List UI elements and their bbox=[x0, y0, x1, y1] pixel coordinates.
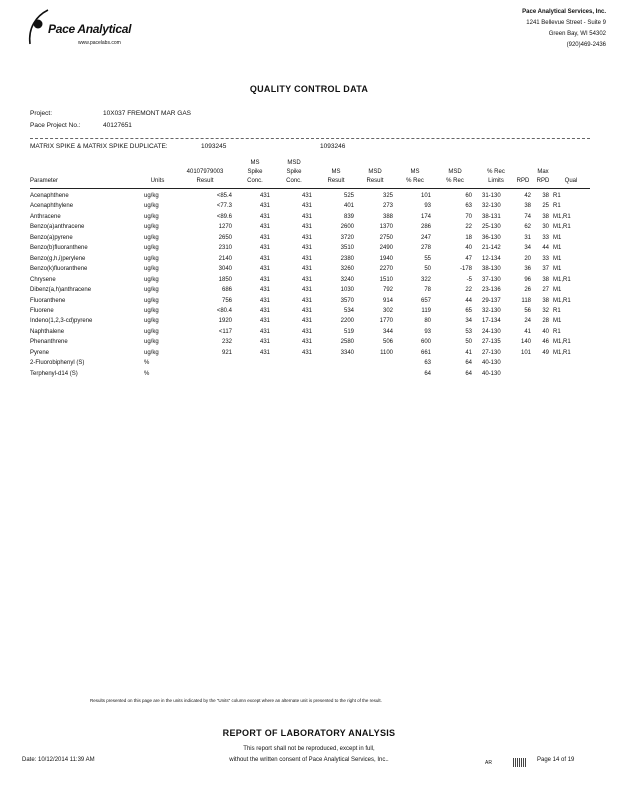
cell-rpd: 42 bbox=[524, 193, 531, 199]
cell-msd-result: 914 bbox=[382, 297, 393, 304]
report-date: Date: 10/12/2014 11:39 AM bbox=[22, 757, 95, 763]
cell-ms-spike: 431 bbox=[259, 224, 270, 231]
col-msd-result: MSD Result bbox=[366, 169, 384, 184]
cell-ms-rec: 286 bbox=[420, 224, 431, 231]
cell-ms-rec: 322 bbox=[420, 276, 431, 283]
cell-msd-result: 273 bbox=[382, 203, 393, 210]
cell-qual: M1,R1 bbox=[553, 297, 571, 304]
cell-param: Phenanthrene bbox=[30, 339, 68, 346]
cell-ms-result: 3240 bbox=[340, 276, 354, 283]
cell-units: ug/kg bbox=[144, 203, 159, 210]
cell-msd-result: 344 bbox=[382, 328, 393, 335]
cell-ms-result: 401 bbox=[343, 203, 354, 210]
footnote: Results presented on this page are in the units indicated by the "Units" column except where an alternate unit is presented to the right of the result. bbox=[90, 698, 382, 703]
cell-limits: 17-134 bbox=[482, 318, 501, 325]
cell-msd-rec: 64 bbox=[465, 360, 472, 367]
cell-ms-spike: 431 bbox=[259, 307, 270, 314]
cell-msd-rec: 18 bbox=[465, 234, 472, 241]
cell-qual: M1 bbox=[553, 287, 562, 294]
cell-rpd: 24 bbox=[524, 318, 531, 325]
cell-limits: 40-130 bbox=[482, 360, 501, 367]
cell-rpd: 56 bbox=[524, 307, 531, 314]
cell-units: % bbox=[144, 370, 150, 377]
cell-ms-rec: 247 bbox=[420, 234, 431, 241]
cell-qual: M1 bbox=[553, 245, 562, 252]
cell-ms-rec: 657 bbox=[420, 297, 431, 304]
cell-rpd: 62 bbox=[524, 224, 531, 231]
cell-rpd: 31 bbox=[524, 234, 531, 241]
cell-units: ug/kg bbox=[144, 349, 159, 356]
cell-ms-rec: 174 bbox=[420, 213, 431, 220]
cell-msd-rec: 41 bbox=[465, 349, 472, 356]
msd-id-1: 1093245 bbox=[201, 143, 227, 150]
cell-msd-result: 1940 bbox=[379, 255, 393, 262]
cell-units: ug/kg bbox=[144, 213, 159, 220]
cell-ms-spike: 431 bbox=[259, 245, 270, 252]
cell-max: 27 bbox=[542, 287, 549, 294]
cell-msd-rec: 64 bbox=[465, 370, 472, 377]
cell-limits: 32-130 bbox=[482, 307, 501, 314]
col-limits: % Rec Limits bbox=[487, 169, 505, 184]
cell-param: Benzo(a)pyrene bbox=[30, 234, 73, 241]
cell-ms-rec: 55 bbox=[424, 255, 431, 262]
page-title: QUALITY CONTROL DATA bbox=[249, 84, 369, 94]
report-title: REPORT OF LABORATORY ANALYSIS bbox=[222, 728, 396, 738]
cell-ms-result: 2580 bbox=[340, 339, 354, 346]
cell-rpd: 74 bbox=[524, 213, 531, 220]
cell-msd-spike: 431 bbox=[301, 213, 312, 220]
col-ms-rec: MS % Rec bbox=[406, 169, 424, 184]
cell-rpd: 26 bbox=[524, 287, 531, 294]
cell-result: 756 bbox=[221, 297, 232, 304]
cell-msd-result: 1770 bbox=[379, 318, 393, 325]
cell-result: 3040 bbox=[218, 266, 232, 273]
cell-units: ug/kg bbox=[144, 328, 159, 335]
divider bbox=[30, 138, 590, 139]
cell-msd-rec: 50 bbox=[465, 339, 472, 346]
cell-ms-spike: 431 bbox=[259, 318, 270, 325]
cell-limits: 31-130 bbox=[482, 193, 501, 199]
cell-msd-spike: 431 bbox=[301, 328, 312, 335]
cell-rpd: 20 bbox=[524, 255, 531, 262]
cell-msd-result: 1370 bbox=[379, 224, 393, 231]
cell-param: Naphthalene bbox=[30, 328, 65, 335]
cell-msd-spike: 431 bbox=[301, 297, 312, 304]
cell-limits: 40-130 bbox=[482, 370, 501, 377]
cell-msd-result: 388 bbox=[382, 213, 393, 220]
col-max-rpd: Max RPD bbox=[536, 169, 550, 184]
cell-qual: M1,R1 bbox=[553, 276, 571, 283]
cell-msd-spike: 431 bbox=[301, 287, 312, 294]
cell-rpd: 38 bbox=[524, 203, 531, 210]
cell-msd-result: 2750 bbox=[379, 234, 393, 241]
cell-ms-spike: 431 bbox=[259, 287, 270, 294]
cell-result: 921 bbox=[221, 349, 232, 356]
col-msd-rec: MSD % Rec bbox=[446, 169, 464, 184]
col-ms-spike: MS Spike Conc. bbox=[247, 160, 263, 184]
cell-qual: R1 bbox=[553, 193, 561, 199]
cell-qual: R1 bbox=[553, 307, 561, 314]
cell-rpd: 118 bbox=[521, 297, 531, 304]
cell-msd-result: 2490 bbox=[379, 245, 393, 252]
cell-result: 1920 bbox=[218, 318, 232, 325]
cell-ms-result: 3510 bbox=[340, 245, 354, 252]
footer-initials: AR bbox=[485, 760, 492, 766]
cell-limits: 12-134 bbox=[482, 255, 501, 262]
cell-msd-rec: -178 bbox=[459, 266, 472, 273]
cell-msd-rec: 70 bbox=[465, 213, 472, 220]
barcode-icon bbox=[513, 758, 527, 767]
company-name: Pace Analytical Services, Inc. bbox=[522, 9, 606, 15]
cell-max: 40 bbox=[542, 328, 549, 335]
cell-rpd: 96 bbox=[524, 276, 531, 283]
cell-qual: M1 bbox=[553, 255, 562, 262]
cell-msd-spike: 431 bbox=[301, 307, 312, 314]
cell-qual: M1,R1 bbox=[553, 339, 571, 346]
cell-ms-spike: 431 bbox=[259, 234, 270, 241]
company-phone: (920)469-2436 bbox=[566, 42, 606, 48]
cell-limits: 27-135 bbox=[482, 339, 501, 346]
cell-max: 33 bbox=[542, 255, 549, 262]
company-street: 1241 Bellevue Street - Suite 9 bbox=[526, 20, 606, 26]
cell-result: <77.3 bbox=[216, 203, 232, 210]
cell-units: ug/kg bbox=[144, 307, 159, 314]
cell-msd-rec: 53 bbox=[465, 328, 472, 335]
cell-rpd: 34 bbox=[524, 245, 531, 252]
cell-limits: 27-130 bbox=[482, 349, 501, 356]
cell-ms-spike: 431 bbox=[259, 266, 270, 273]
cell-msd-result: 1100 bbox=[380, 349, 393, 356]
cell-units: ug/kg bbox=[144, 297, 159, 304]
cell-ms-result: 1030 bbox=[340, 287, 354, 294]
cell-units: % bbox=[144, 360, 150, 367]
cell-max: 38 bbox=[542, 276, 549, 283]
cell-limits: 29-137 bbox=[482, 297, 501, 304]
cell-msd-spike: 431 bbox=[301, 234, 312, 241]
cell-param: Acenaphthylene bbox=[30, 203, 74, 210]
cell-msd-rec: 60 bbox=[465, 193, 472, 199]
cell-msd-spike: 431 bbox=[301, 318, 312, 325]
cell-msd-spike: 431 bbox=[301, 203, 312, 210]
cell-ms-rec: 63 bbox=[424, 360, 431, 367]
cell-ms-rec: 50 bbox=[424, 266, 431, 273]
cell-msd-spike: 431 bbox=[301, 193, 312, 199]
cell-param: Chrysene bbox=[30, 276, 56, 283]
cell-limits: 32-130 bbox=[482, 203, 501, 210]
cell-msd-spike: 431 bbox=[301, 276, 312, 283]
cell-param: Pyrene bbox=[30, 349, 50, 356]
cell-msd-spike: 431 bbox=[301, 224, 312, 231]
cell-param: Dibenz(a,h)anthracene bbox=[30, 287, 92, 294]
cell-max: 46 bbox=[542, 339, 549, 346]
cell-max: 38 bbox=[542, 297, 549, 304]
cell-max: 49 bbox=[542, 349, 549, 356]
cell-limits: 37-130 bbox=[482, 276, 501, 283]
cell-msd-rec: 63 bbox=[465, 203, 472, 210]
cell-ms-spike: 431 bbox=[259, 297, 270, 304]
cell-result: <89.6 bbox=[216, 213, 232, 220]
cell-limits: 24-130 bbox=[482, 328, 501, 335]
cell-param: Fluoranthene bbox=[30, 297, 66, 304]
logo-text: Pace Analytical bbox=[48, 22, 132, 36]
cell-param: Indeno(1,2,3-cd)pyrene bbox=[30, 318, 93, 325]
cell-result: <85.4 bbox=[216, 193, 232, 199]
cell-ms-rec: 80 bbox=[424, 318, 431, 325]
cell-ms-result: 3570 bbox=[340, 297, 354, 304]
cell-ms-spike: 431 bbox=[259, 203, 270, 210]
cell-param: Benzo(g,h,i)perylene bbox=[30, 255, 86, 262]
cell-result: 232 bbox=[221, 339, 232, 346]
footer-line-1: This report shall not be reproduced, except in full, bbox=[243, 746, 375, 752]
col-qual: Qual bbox=[564, 178, 578, 184]
header-rule bbox=[30, 188, 590, 189]
cell-msd-rec: 22 bbox=[465, 287, 472, 294]
cell-ms-spike: 431 bbox=[259, 349, 270, 356]
cell-result: 1270 bbox=[218, 224, 232, 231]
cell-qual: R1 bbox=[553, 203, 561, 210]
cell-ms-result: 3340 bbox=[340, 349, 354, 356]
cell-qual: M1,R1 bbox=[553, 349, 571, 356]
cell-max: 44 bbox=[542, 245, 549, 252]
cell-msd-rec: 47 bbox=[465, 255, 472, 262]
col-parameter: Parameter bbox=[30, 178, 59, 184]
cell-qual: M1,R1 bbox=[553, 213, 571, 220]
cell-units: ug/kg bbox=[144, 266, 159, 273]
cell-units: ug/kg bbox=[144, 276, 159, 283]
cell-result: 2650 bbox=[218, 234, 232, 241]
cell-ms-rec: 93 bbox=[424, 203, 431, 210]
cell-ms-spike: 431 bbox=[259, 255, 270, 262]
cell-msd-result: 1510 bbox=[379, 276, 393, 283]
pace-project-value: 40127651 bbox=[103, 122, 132, 129]
cell-units: ug/kg bbox=[144, 224, 159, 231]
cell-limits: 38-130 bbox=[482, 266, 501, 273]
cell-qual: M1 bbox=[553, 318, 562, 325]
cell-param: Benzo(b)fluoranthene bbox=[30, 245, 88, 252]
cell-max: 28 bbox=[542, 318, 549, 325]
cell-qual: M1 bbox=[553, 266, 562, 273]
cell-result: 2310 bbox=[218, 245, 232, 252]
cell-units: ug/kg bbox=[144, 234, 159, 241]
cell-ms-spike: 431 bbox=[259, 328, 270, 335]
cell-max: 25 bbox=[542, 203, 549, 210]
cell-msd-result: 2270 bbox=[379, 266, 393, 273]
cell-ms-spike: 431 bbox=[259, 276, 270, 283]
company-city: Green Bay, WI 54302 bbox=[548, 31, 606, 37]
cell-msd-result: 302 bbox=[382, 307, 393, 314]
cell-ms-result: 2600 bbox=[340, 224, 354, 231]
cell-ms-result: 3720 bbox=[340, 234, 354, 241]
cell-msd-rec: 40 bbox=[465, 245, 472, 252]
cell-msd-rec: 22 bbox=[465, 224, 472, 231]
cell-rpd: 36 bbox=[524, 266, 531, 273]
cell-units: ug/kg bbox=[144, 255, 159, 262]
cell-msd-result: 325 bbox=[382, 193, 393, 199]
cell-msd-rec: 65 bbox=[465, 307, 472, 314]
cell-result: <117 bbox=[218, 328, 232, 335]
cell-param: 2-Fluorobiphenyl (S) bbox=[30, 360, 85, 367]
cell-msd-spike: 431 bbox=[301, 339, 312, 346]
cell-msd-spike: 431 bbox=[301, 266, 312, 273]
cell-ms-rec: 600 bbox=[420, 339, 431, 346]
cell-param: Benzo(k)fluoranthene bbox=[30, 266, 88, 273]
cell-ms-result: 534 bbox=[343, 307, 354, 314]
cell-qual: M1,R1 bbox=[553, 224, 571, 231]
cell-ms-result: 3260 bbox=[340, 266, 354, 273]
cell-qual: R1 bbox=[553, 328, 561, 335]
cell-ms-result: 525 bbox=[343, 193, 354, 199]
cell-ms-spike: 431 bbox=[259, 339, 270, 346]
col-units: Units bbox=[150, 178, 165, 184]
cell-limits: 21-142 bbox=[482, 245, 501, 252]
cell-max: 37 bbox=[542, 266, 549, 273]
cell-msd-spike: 431 bbox=[301, 245, 312, 252]
cell-max: 30 bbox=[542, 224, 549, 231]
cell-msd-result: 792 bbox=[382, 287, 393, 294]
cell-msd-rec: 44 bbox=[465, 297, 472, 304]
cell-ms-spike: 431 bbox=[259, 213, 270, 220]
cell-units: ug/kg bbox=[144, 318, 159, 325]
footer-line-2: without the written consent of Pace Analytical Services, Inc.. bbox=[229, 757, 389, 763]
cell-result: <80.4 bbox=[216, 307, 232, 314]
cell-units: ug/kg bbox=[144, 339, 159, 346]
cell-rpd: 140 bbox=[520, 339, 531, 346]
cell-limits: 36-130 bbox=[482, 234, 501, 241]
cell-ms-rec: 93 bbox=[424, 328, 431, 335]
cell-ms-result: 839 bbox=[343, 213, 354, 220]
cell-result: 2140 bbox=[218, 255, 232, 262]
cell-ms-result: 2380 bbox=[340, 255, 354, 262]
cell-limits: 38-131 bbox=[482, 213, 501, 220]
cell-msd-spike: 431 bbox=[301, 255, 312, 262]
cell-param: Fluorene bbox=[30, 307, 54, 314]
col-rpd: RPD bbox=[516, 178, 530, 184]
cell-ms-rec: 661 bbox=[420, 349, 431, 356]
cell-ms-rec: 278 bbox=[420, 245, 431, 252]
msd-id-2: 1093246 bbox=[320, 143, 346, 150]
cell-max: 33 bbox=[542, 234, 549, 241]
cell-units: ug/kg bbox=[144, 287, 159, 294]
cell-result: 1850 bbox=[218, 276, 232, 283]
cell-ms-spike: 431 bbox=[259, 193, 270, 199]
cell-param: Anthracene bbox=[30, 213, 61, 220]
cell-ms-rec: 119 bbox=[421, 307, 431, 314]
cell-param: Acenaphthene bbox=[30, 193, 69, 199]
cell-msd-result: 506 bbox=[382, 339, 393, 346]
cell-msd-rec: 34 bbox=[465, 318, 472, 325]
cell-max: 38 bbox=[542, 193, 549, 199]
cell-units: ug/kg bbox=[144, 193, 159, 199]
cell-ms-rec: 101 bbox=[420, 193, 431, 199]
cell-param: Benzo(a)anthracene bbox=[30, 224, 85, 231]
cell-result: 686 bbox=[221, 287, 232, 294]
cell-ms-result: 519 bbox=[343, 328, 354, 335]
cell-msd-spike: 431 bbox=[301, 349, 312, 356]
col-msd-spike: MSD Spike Conc. bbox=[286, 160, 302, 184]
cell-qual: M1 bbox=[553, 234, 562, 241]
col-result: 40107979003 Result bbox=[186, 169, 224, 184]
project-value: 10X037 FREMONT MAR GAS bbox=[103, 110, 192, 117]
cell-limits: 25-130 bbox=[482, 224, 501, 231]
cell-max: 38 bbox=[542, 213, 549, 220]
cell-ms-result: 2200 bbox=[340, 318, 354, 325]
cell-rpd: 41 bbox=[524, 328, 531, 335]
cell-rpd: 101 bbox=[520, 349, 531, 356]
pace-project-label: Pace Project No.: bbox=[30, 122, 81, 129]
page-number: Page 14 of 19 bbox=[537, 757, 575, 763]
msd-label: MATRIX SPIKE & MATRIX SPIKE DUPLICATE: bbox=[30, 143, 168, 150]
col-ms-result: MS Result bbox=[327, 169, 345, 184]
cell-ms-rec: 64 bbox=[424, 370, 431, 377]
cell-msd-rec: -5 bbox=[466, 276, 472, 283]
cell-limits: 23-136 bbox=[482, 287, 501, 294]
cell-param: Terphenyl-d14 (S) bbox=[30, 370, 78, 377]
cell-max: 32 bbox=[542, 307, 549, 314]
cell-units: ug/kg bbox=[144, 245, 159, 252]
project-label: Project: bbox=[30, 110, 53, 117]
cell-ms-rec: 78 bbox=[424, 287, 431, 294]
logo-url: www.pacelabs.com bbox=[78, 40, 121, 46]
